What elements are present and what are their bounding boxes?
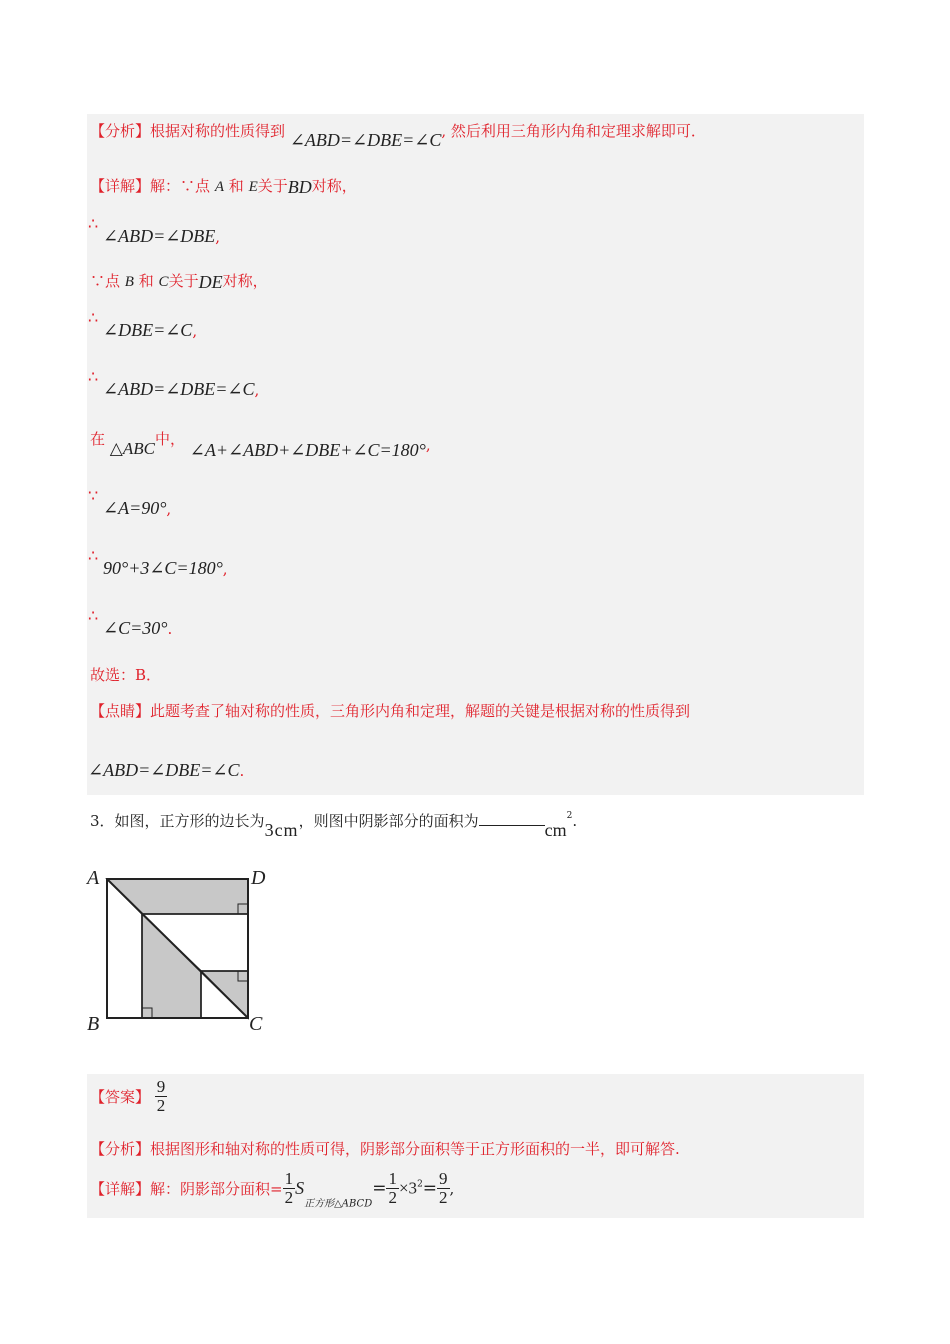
result-fraction: $\frac{9}{2}$: [439, 1169, 448, 1207]
times-three: ×3: [398, 1178, 418, 1198]
half-fraction: $\frac{1}{2}$: [284, 1169, 294, 1207]
point-e: E: [248, 179, 258, 195]
analysis-tag: 【分析】: [90, 122, 151, 140]
comment-line: [90, 700, 690, 721]
square-sup: 2: [417, 1179, 423, 1190]
label-b: B: [87, 1013, 100, 1035]
detail-2-tag: 【详解】: [90, 1180, 151, 1198]
choice-line: 故选：B．: [90, 666, 162, 684]
analysis-math: ∠ABD=∠DBE=∠C: [289, 130, 442, 150]
comment-math-line: ∠ABD=∠DBE=∠C.: [88, 760, 245, 780]
question-text-a: 如图，正方形的边长为: [114, 812, 265, 830]
line-de: DE: [198, 272, 223, 292]
because-3: ∵: [88, 486, 99, 505]
analysis-2-text: 根据图形和轴对称的性质可得，阴影部分面积等于正方形面积的一半，即可解答.: [150, 1140, 680, 1158]
comment-text: 此题考查了轴对称的性质，三角形内角和定理，解题的关键是根据对称的性质得到: [150, 702, 691, 720]
comment-math: ∠ABD=∠DBE=∠C: [88, 760, 240, 780]
area-s-sub: 正方形△ABCD: [304, 1198, 373, 1210]
step-7: ∠C=30°.: [103, 618, 173, 638]
comment-tag: 【点睛】: [90, 702, 151, 720]
shaded-middle-region: [142, 914, 201, 1018]
detail-2-line: [90, 1170, 454, 1210]
detail-2-text: 解：阴影部分面积=: [150, 1180, 283, 1198]
area-s: S: [295, 1178, 305, 1198]
end-comma: ,: [449, 1179, 455, 1198]
therefore-3: ∴: [88, 367, 99, 386]
and-1: 和: [228, 177, 244, 195]
therefore-1: ∴: [88, 214, 99, 233]
line-bd: BD: [287, 177, 312, 197]
question-end: .: [572, 812, 578, 830]
label-d: D: [251, 867, 266, 889]
analysis-text-b: 然后利用三角形内角和定理求解即可．: [450, 122, 706, 140]
because-2-line: [90, 270, 268, 291]
label-a: A: [87, 867, 100, 889]
half-fraction-2: $\frac{1}{2}$: [388, 1169, 397, 1207]
label-c: C: [249, 1013, 263, 1035]
step-4-line: 在 △ABC中， ∠A+∠ABD+∠DBE+∠C=180°,: [90, 430, 431, 460]
detail-tag: 【详解】: [90, 177, 151, 195]
about-2: 关于: [168, 272, 199, 290]
step-3: ∠ABD=∠DBE=∠C,: [103, 379, 260, 399]
therefore-5: ∴: [88, 606, 99, 625]
sym-1: 对称，: [311, 177, 357, 195]
step-5: ∠A=90°,: [103, 498, 172, 518]
about-1: 关于: [257, 177, 288, 195]
therefore-2: ∴: [88, 308, 99, 327]
answer-tag: 【答案】: [90, 1088, 151, 1106]
point-b: B: [124, 274, 134, 290]
point-a: A: [214, 179, 224, 195]
step-6: 90°+3∠C=180°,: [103, 558, 228, 578]
triangle-abc: △ABC: [109, 439, 155, 458]
step-2: ∠DBE=∠C,: [103, 320, 198, 340]
question-3: [90, 810, 578, 840]
because-2-text: ∵点: [90, 272, 121, 290]
step-4: ∠A+∠ABD+∠DBE+∠C=180°: [189, 440, 426, 460]
and-2: 和: [138, 272, 154, 290]
analysis-2-tag: 【分析】: [90, 1140, 151, 1158]
answer-fraction: $\frac{9}{2}$: [156, 1077, 166, 1115]
question-number: 3．: [90, 812, 115, 830]
in-text: 在: [90, 430, 106, 448]
square-figure: [82, 862, 282, 1037]
sym-2: 对称，: [222, 272, 268, 290]
analysis-line: 【分析】根据对称的性质得到 ∠ABD=∠DBE=∠C, 然后利用三角形内角和定理求解即可．: [90, 122, 706, 150]
question-unit-sup: 2: [566, 811, 573, 821]
question-text-b: ，则图中阴影部分的面积为: [298, 812, 479, 830]
point-c: C: [158, 274, 169, 290]
answer-line: [90, 1078, 167, 1115]
shaded-top-triangle: [107, 879, 248, 914]
analysis-text-a: 根据对称的性质得到: [150, 122, 286, 140]
eq-1: =: [372, 1178, 387, 1199]
step-1: ∠ABD=∠DBE,: [103, 226, 221, 246]
detail-line: [90, 175, 357, 196]
zhong-text: 中，: [154, 430, 185, 448]
analysis-2-line: [90, 1138, 680, 1159]
question-side: 3cm: [264, 820, 299, 840]
eq-2: =: [422, 1178, 438, 1199]
question-unit: cm: [544, 820, 567, 840]
detail-text: 解：∵点: [150, 177, 211, 195]
therefore-4: ∴: [88, 546, 99, 565]
answer-blank: [479, 811, 545, 826]
